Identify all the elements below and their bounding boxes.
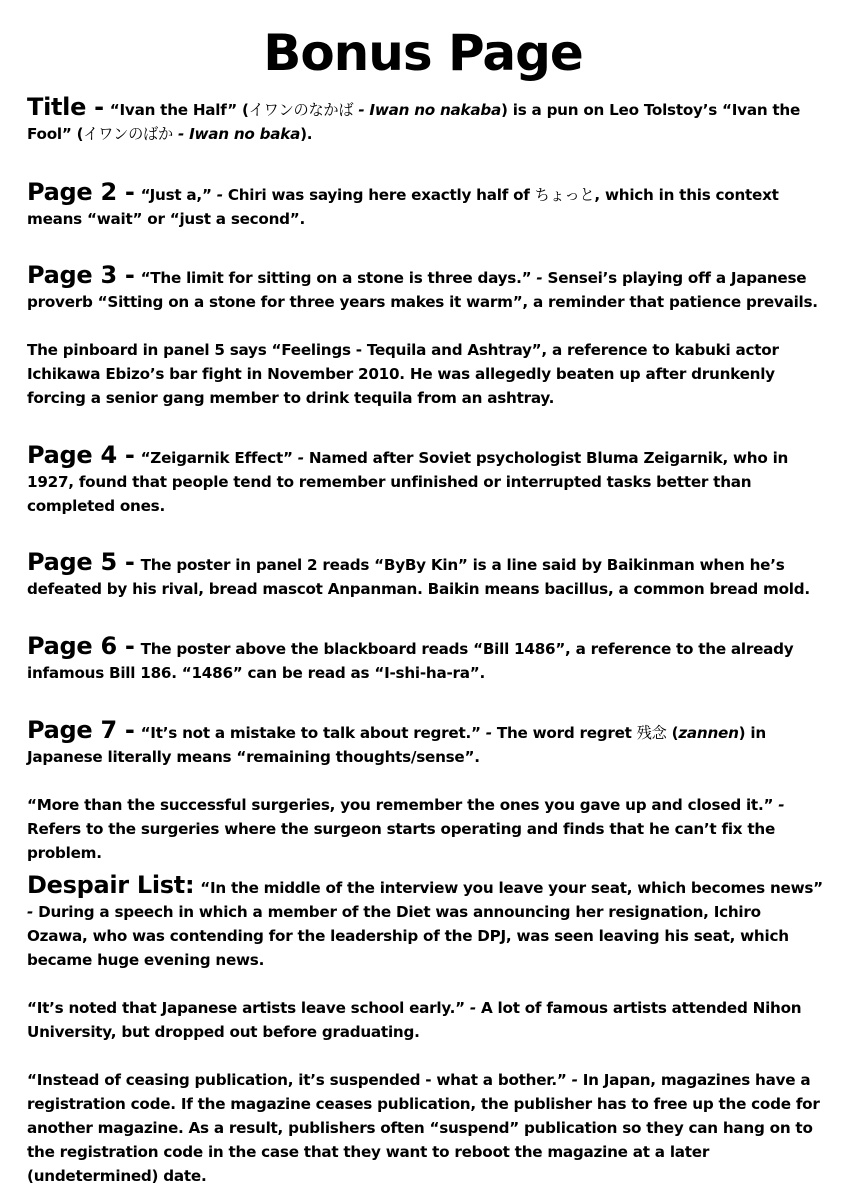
japanese-text: イワンのばか xyxy=(83,125,173,143)
note-paragraph xyxy=(27,718,824,769)
section-heading: Page 7 - xyxy=(27,716,135,744)
note-paragraph xyxy=(27,1068,824,1188)
section-heading: Page 4 - xyxy=(27,441,135,469)
note-text: The poster in panel 2 reads “ByBy Kin” is a line said by Baikinman when he’s defeated by his rival, bread mascot Anpanman. Baikin means bacillus, a common bread mold. xyxy=(27,556,810,598)
note-paragraph xyxy=(27,95,824,146)
note-quote: “More than the successful surgeries, you remember the ones you gave up and closed it.” xyxy=(27,796,774,814)
note-paragraph xyxy=(27,263,824,314)
note-text: The poster above the blackboard reads “Bill 1486”, a reference to the already infamous Bill 186. “1486” can be read as “I-shi-ha-ra”. xyxy=(27,640,794,682)
note-quote: “Just a,” xyxy=(140,186,212,204)
note-text: A lot of famous artists attended Nihon University, but dropped out before graduating. xyxy=(27,999,802,1041)
note-quote: “It’s noted that Japanese artists leave school early.” xyxy=(27,999,465,1017)
note-paragraph xyxy=(27,793,824,865)
note-text: ) in Japanese literally means “remaining thoughts/sense”. xyxy=(27,724,766,766)
note-text: The pinboard in panel 5 says “Feelings - Tequila and Ashtray”, a reference to kabuki actor Ichikawa Ebizo’s bar fight in November 2010. He was allegedly beaten up after drunkenly forcing a senior gang member to drink tequila from an ashtray. xyxy=(27,341,779,407)
note-quote: “Instead of ceasing publication, it’s suspended - what a bother.” xyxy=(27,1071,567,1089)
note-text: Refers to the surgeries where the surgeon starts operating and finds that he can’t fix the problem. xyxy=(27,820,775,862)
section-heading: Title - xyxy=(27,93,104,121)
note-quote: “Ivan the Half” ( xyxy=(109,101,249,119)
note-paragraph xyxy=(27,634,824,685)
note-text: ). xyxy=(300,125,313,143)
note-text: The word regret xyxy=(496,724,637,742)
separator: - xyxy=(27,903,39,921)
note-quote: “The limit for sitting on a stone is three days.” xyxy=(140,269,532,287)
section-page-6 xyxy=(27,634,824,685)
separator: - xyxy=(464,999,482,1017)
separator: - xyxy=(480,724,497,742)
section-heading: Page 6 - xyxy=(27,632,135,660)
note-text: Sensei’s playing off a Japanese proverb “Sitting on a stone for three years makes it warm”, a reminder that patience prevails. xyxy=(27,269,818,311)
section-page-2 xyxy=(27,180,824,231)
romaji-text: Iwan no nakaba xyxy=(369,101,502,119)
separator: - xyxy=(353,101,370,119)
note-text: ) is a pun on Leo Tolstoy’s “Ivan the Fool” ( xyxy=(27,101,801,143)
note-paragraph xyxy=(27,443,824,518)
separator: - xyxy=(566,1071,583,1089)
section-page-3 xyxy=(27,263,824,410)
note-text: During a speech in which a member of the Diet was announcing her resignation, Ichiro Ozawa, who was contending for the leadership of the DPJ, was seen leaving his seat, which became huge evening news. xyxy=(27,903,789,969)
section-heading: Page 2 - xyxy=(27,178,135,206)
separator: - xyxy=(211,186,228,204)
separator: - xyxy=(531,269,548,287)
section-heading: Despair List: xyxy=(27,871,195,899)
note-text: ( xyxy=(666,724,679,742)
separator: - xyxy=(773,796,785,814)
note-text: Chiri was saying here exactly half of xyxy=(227,186,535,204)
section-heading: Page 3 - xyxy=(27,261,135,289)
note-quote: “It’s not a mistake to talk about regret.” xyxy=(140,724,481,742)
section-title-note xyxy=(27,95,824,146)
section-page-7 xyxy=(27,718,824,865)
note-paragraph xyxy=(27,550,824,601)
japanese-text: ちょっと xyxy=(534,186,595,204)
note-paragraph xyxy=(27,338,824,410)
note-text: In Japan, magazines have a registration code. If the magazine ceases publication, the publisher has to free up the code for another magazine. As a result, publishers often “suspend” publication so they can hang on to the registration code in the case that they want to reboot the magazine at a later (undetermined) date. xyxy=(27,1071,820,1185)
japanese-text: イワンのなかば xyxy=(248,101,354,119)
note-quote: “Zeigarnik Effect” xyxy=(140,449,293,467)
romaji-text: Iwan no baka xyxy=(189,125,301,143)
page-title: Bonus Page xyxy=(263,24,583,82)
section-despair-list xyxy=(27,873,824,1188)
note-paragraph xyxy=(27,180,824,231)
romaji-text: zannen xyxy=(678,724,739,742)
separator: - xyxy=(172,125,190,143)
section-page-5 xyxy=(27,550,824,601)
japanese-text: 残念 xyxy=(636,724,667,742)
note-paragraph xyxy=(27,996,824,1044)
note-paragraph xyxy=(27,873,824,972)
note-quote: “In the middle of the interview you leave your seat, which becomes news” xyxy=(200,879,823,897)
section-heading: Page 5 - xyxy=(27,548,135,576)
separator: - xyxy=(292,449,309,467)
note-text: , which in this context means “wait” or “just a second”. xyxy=(27,186,779,228)
note-text: Named after Soviet psychologist Bluma Zeigarnik, who in 1927, found that people tend to remember unfinished or interrupted tasks better than completed ones. xyxy=(27,449,789,515)
section-page-4 xyxy=(27,443,824,518)
